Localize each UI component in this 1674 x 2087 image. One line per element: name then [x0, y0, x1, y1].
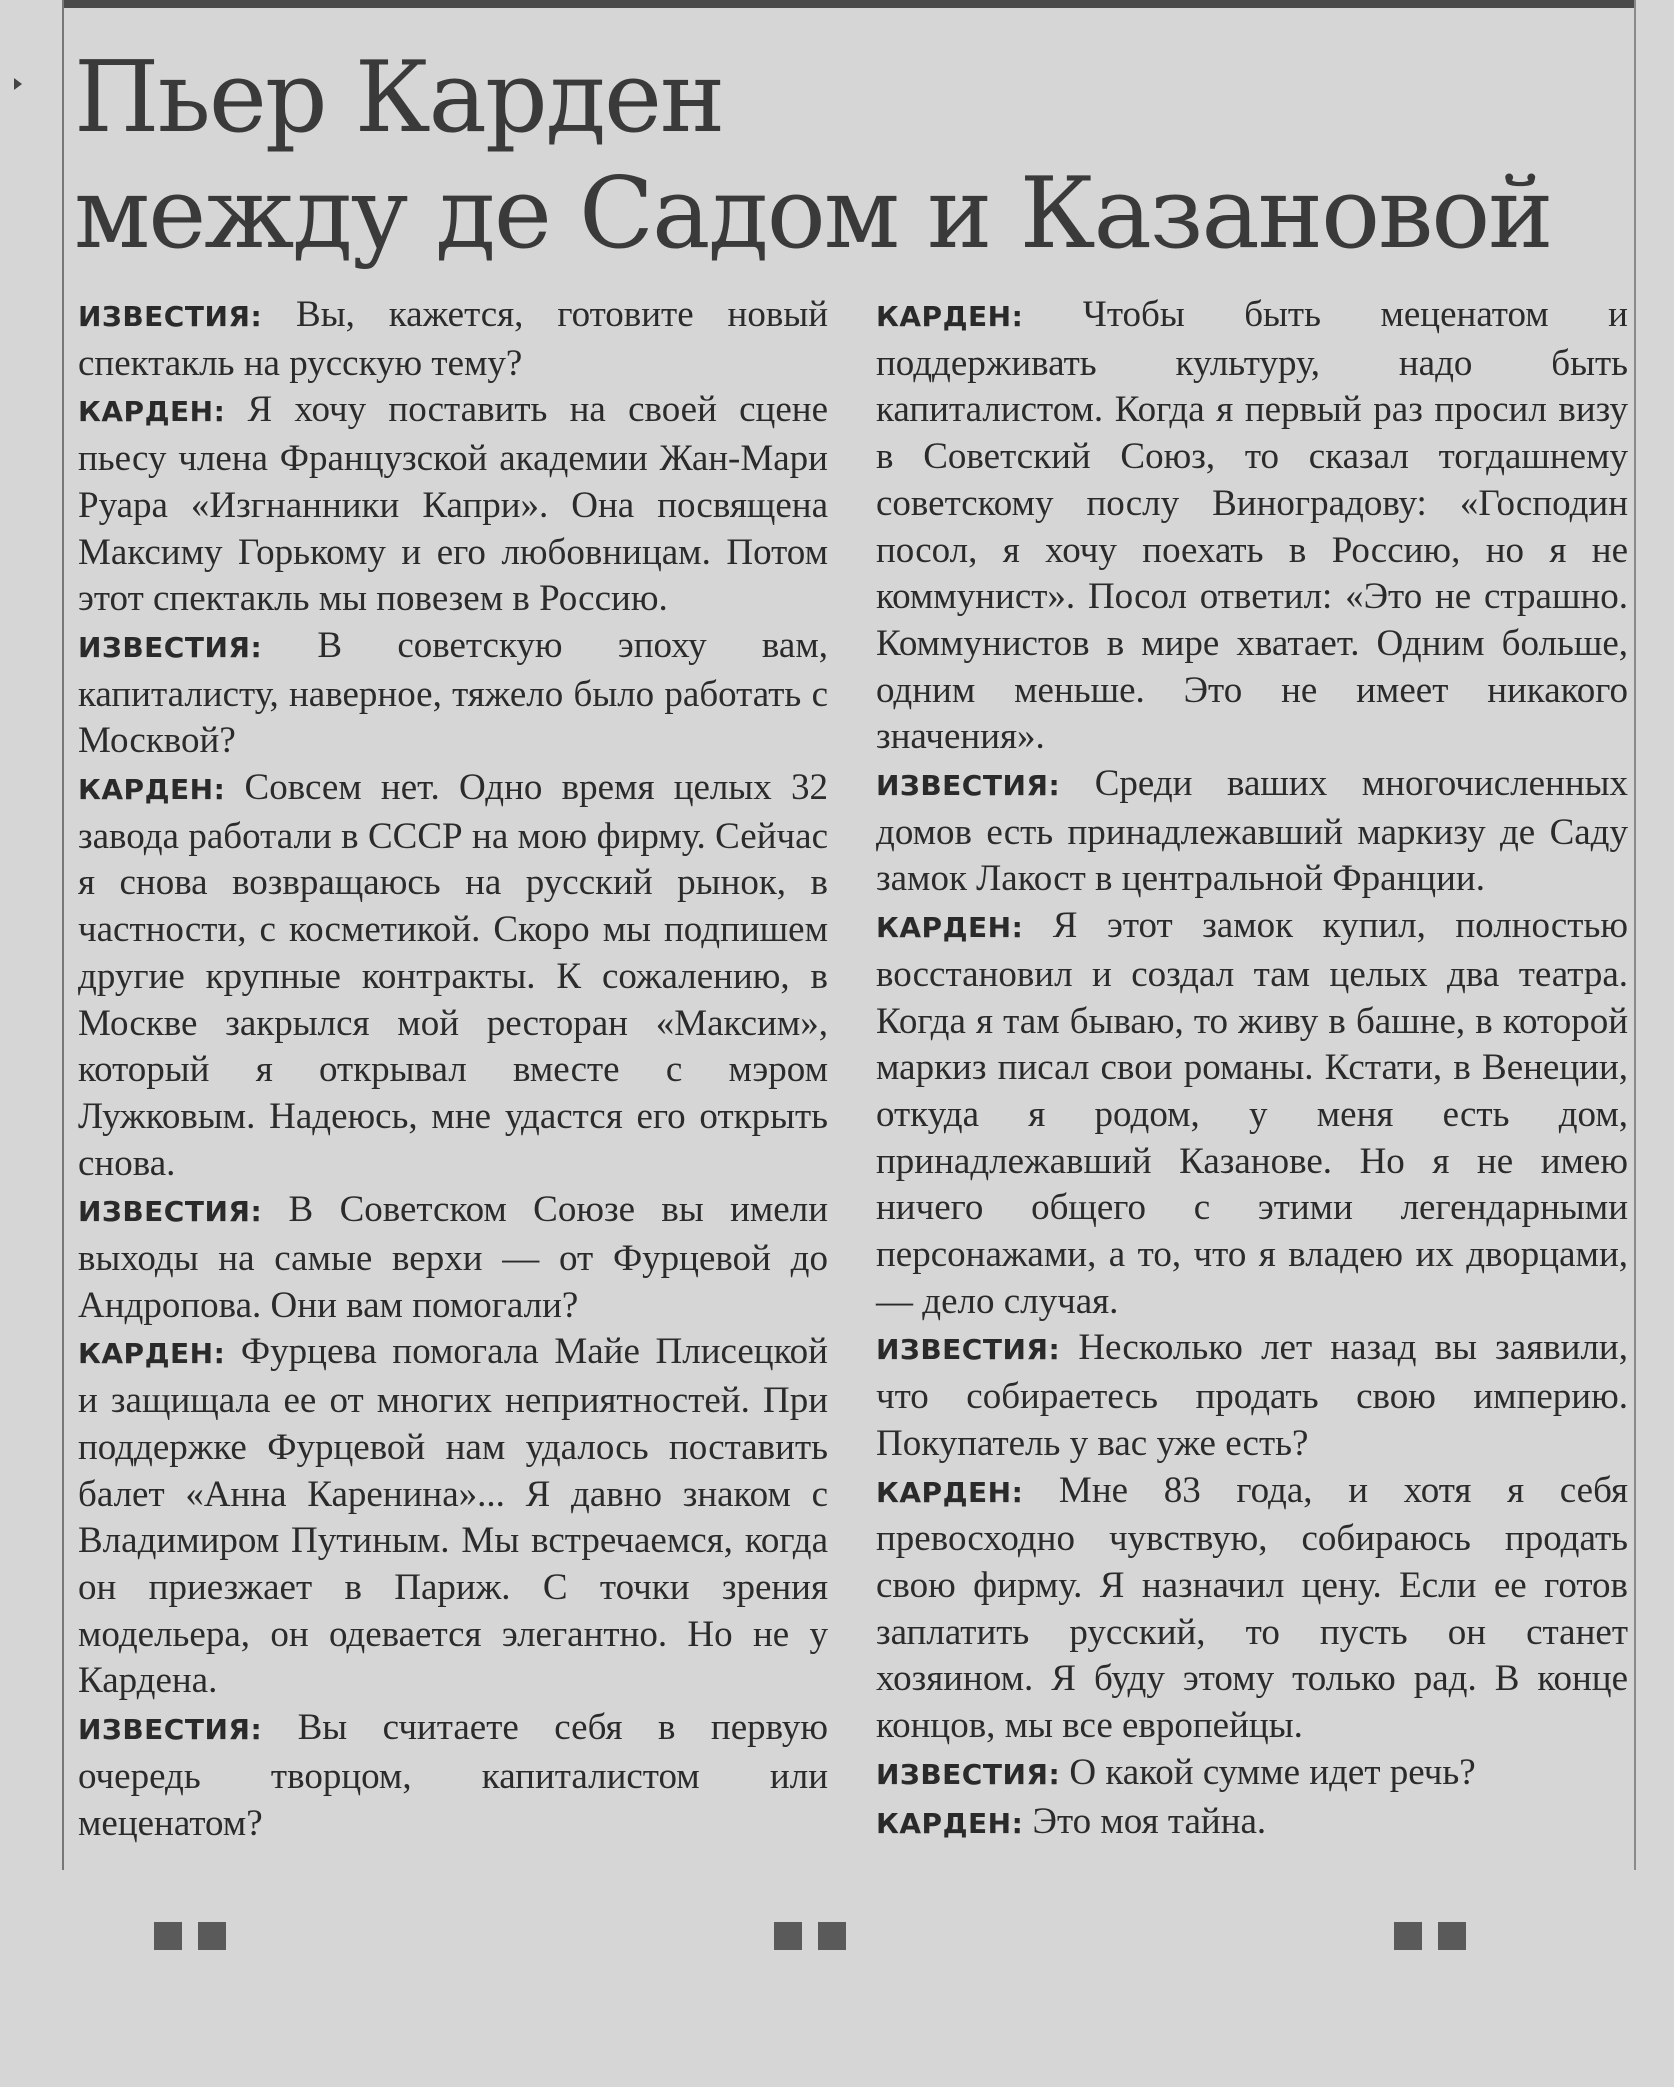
headline: [74, 40, 1614, 272]
paragraph-text: Несколько лет назад вы заявили, что собираетесь продать свою империю. Покупатель у вас уже есть?: [876, 1327, 1628, 1464]
left-column: [78, 292, 828, 1847]
paragraph-text: Я хочу поставить на своей сцене пьесу члена Французской академии Жан-Мари Руара «Изгнанники Капри». Она посвящена Максиму Горькому и его любовницам. Потом этот спектакль мы повезем в Россию.: [78, 389, 828, 620]
speaker-label: ИЗВЕСТИЯ:: [876, 1757, 1061, 1791]
paragraph-text: Я этот замок купил, полностью восстановил и создал там целых два театра. Когда я там бываю, то живу в башне, в которой маркиз писал свои романы. Кстати, в Венеции, откуда я родом, у меня есть дом, принадлежавший Казанове. Но я не имею ничего общего с этими легендарными персонажами, а то, что я владею их дворцами, — дело случая.: [876, 905, 1628, 1322]
interview-paragraph: [876, 903, 1628, 1325]
paragraph-text: Среди ваших многочисленных домов есть принадлежавший маркизу де Саду замок Лакост в центральной Франции.: [876, 763, 1628, 900]
interview-paragraph: [876, 1750, 1628, 1799]
square-ornament-icon: [154, 1922, 182, 1950]
paragraph-text: Чтобы быть меценатом и поддерживать культуру, надо быть капиталистом. Когда я первый раз просил визу в Советский Союз, то сказал тогдашнему советскому послу Виноградову: «Господин посол, я хочу поехать в Россию, но я не коммунист». Посол ответил: «Это не страшно. Коммунистов в мире хватает. Одним больше, одним меньше. Это не имеет никакого значения».: [876, 294, 1628, 758]
end-ornament-right: [1394, 1922, 1466, 1950]
square-ornament-icon: [1438, 1922, 1466, 1950]
paragraph-text: Это моя тайна.: [1023, 1800, 1267, 1842]
square-ornament-icon: [774, 1922, 802, 1950]
square-ornament-icon: [198, 1922, 226, 1950]
end-ornament-center: [774, 1922, 846, 1950]
interview-paragraph: [78, 387, 828, 623]
interview-paragraph: [876, 1468, 1628, 1750]
interview-paragraph: [78, 765, 828, 1187]
speaker-label: КАРДЕН:: [78, 1337, 226, 1371]
interview-paragraph: [78, 1187, 828, 1329]
right-column: [876, 292, 1628, 1847]
paragraph-text: Фурцева помогала Майе Плисецкой и защищала ее от многих неприятностей. При поддержке Фурцевой нам удалось поставить балет «Анна Каренина»... Я давно знаком с Владимиром Путиным. Мы встречаемся, когда он приезжает в Париж. С точки зрения модельера, он одевается элегантно. Но не у Кардена.: [78, 1331, 828, 1702]
interview-paragraph: [876, 292, 1628, 761]
speaker-label: КАРДЕН:: [876, 911, 1024, 945]
square-ornament-icon: [818, 1922, 846, 1950]
headline-line-2: между де Садом и Казановой: [74, 157, 1552, 271]
paragraph-text: Совсем нет. Одно время целых 32 завода работали в СССР на мою фирму. Сейчас я снова возвращаюсь на русский рынок, в частности, с косметикой. Скоро мы подпишем другие крупные контракты. К сожалению, в Москве закрылся мой ресторан «Максим», который я открывал вместе с мэром Лужковым. Надеюсь, мне удастся его открыть снова.: [78, 767, 828, 1184]
speaker-label: ИЗВЕСТИЯ:: [78, 630, 263, 664]
interview-paragraph: [78, 1705, 828, 1847]
interview-paragraph: [78, 623, 828, 765]
square-ornament-icon: [1394, 1922, 1422, 1950]
paragraph-text: О какой сумме идет речь?: [1060, 1751, 1476, 1793]
speaker-label: ИЗВЕСТИЯ:: [78, 1195, 263, 1229]
speaker-label: КАРДЕН:: [876, 1475, 1024, 1509]
interview-paragraph: [78, 1329, 828, 1705]
interview-paragraph: [78, 292, 828, 387]
headline-line-1: Пьер Карден: [74, 41, 724, 155]
left-column-rule: [62, 0, 64, 1870]
edge-marker-icon: [14, 78, 22, 90]
paragraph-text: В Советском Союзе вы имели выходы на самые верхи — от Фурцевой до Андропова. Они вам помогали?: [78, 1189, 828, 1326]
paragraph-text: Вы считаете себя в первую очередь творцом, капиталистом или меценатом?: [78, 1707, 828, 1844]
speaker-label: КАРДЕН:: [876, 1806, 1024, 1840]
paragraph-text: Мне 83 года, и хотя я себя превосходно чувствую, собираюсь продать свою фирму. Я назначил цену. Если ее готов заплатить русский, то пусть он станет хозяином. Я буду этому только рад. В конце концов, мы все европейцы.: [876, 1469, 1628, 1747]
interview-paragraph: [876, 761, 1628, 903]
right-column-rule: [1634, 0, 1636, 1870]
top-rule: [62, 0, 1634, 8]
interview-paragraph: [876, 1799, 1628, 1848]
speaker-label: КАРДЕН:: [78, 395, 226, 429]
end-ornament-left: [154, 1922, 226, 1950]
speaker-label: КАРДЕН:: [78, 773, 226, 807]
interview-paragraph: [876, 1325, 1628, 1467]
speaker-label: ИЗВЕСТИЯ:: [876, 1333, 1061, 1367]
speaker-label: ИЗВЕСТИЯ:: [78, 300, 263, 333]
speaker-label: ИЗВЕСТИЯ:: [78, 1713, 263, 1747]
speaker-label: КАРДЕН:: [876, 300, 1024, 333]
speaker-label: ИЗВЕСТИЯ:: [876, 769, 1061, 803]
paragraph-text: В советскую эпоху вам, капиталисту, наверное, тяжело было работать с Москвой?: [78, 624, 828, 762]
paragraph-text: Вы, кажется, готовите новый спектакль на русскую тему?: [78, 294, 828, 384]
